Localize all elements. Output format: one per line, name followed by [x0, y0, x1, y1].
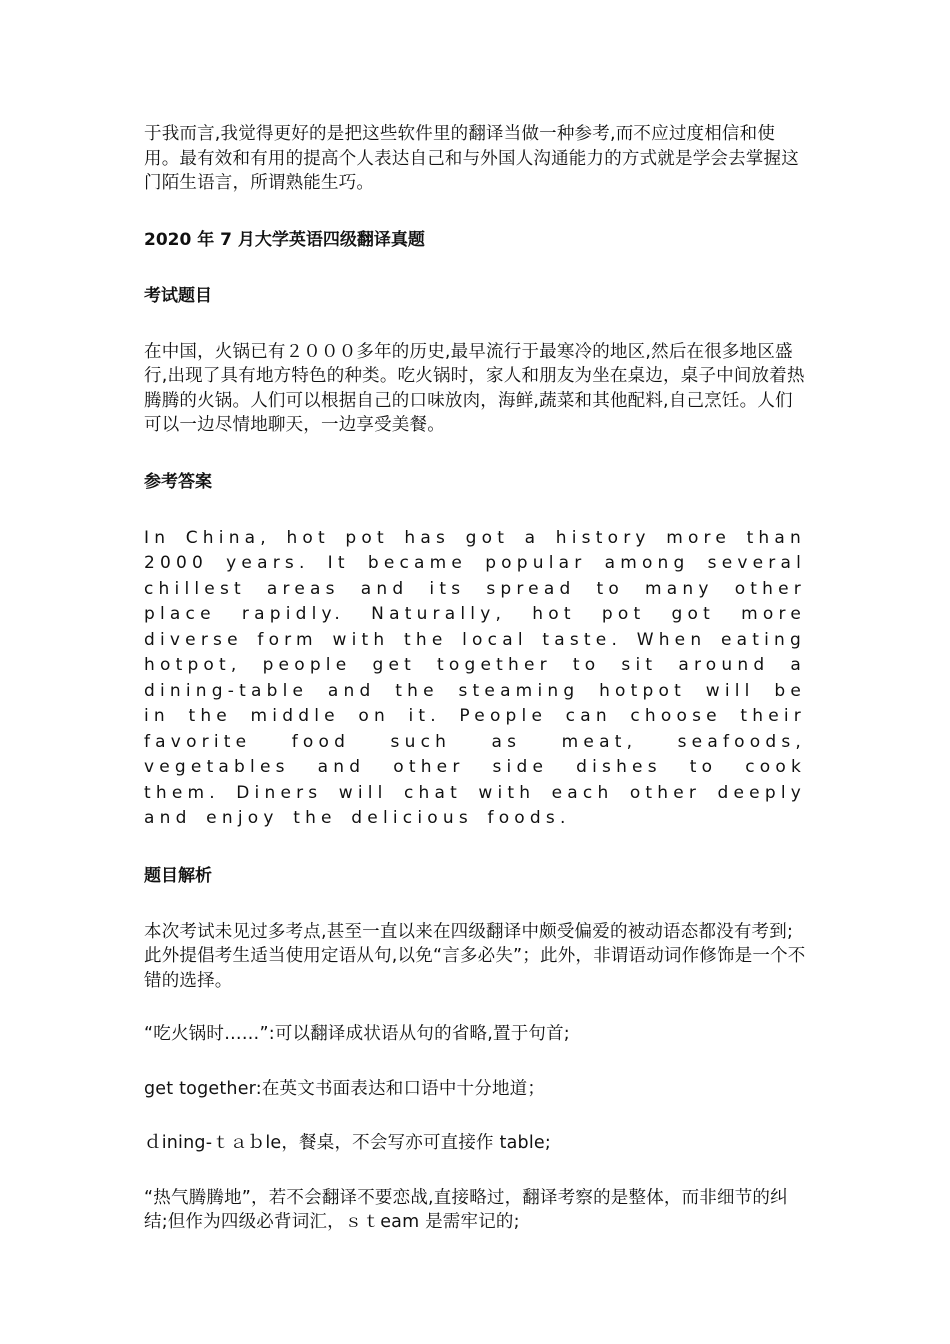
analysis-intro: 本次考试未见过多考点,甚至一直以来在四级翻译中颇受偏爱的被动语态都没有考到;此外提倡考生适当使用定语从句,以免“言多必失”；此外，非谓语动词作修饰是一个不错的选择。: [144, 921, 806, 991]
note-4: “热气腾腾地”，若不会翻译不要恋战,直接略过，翻译考察的是整体，而非细节的纠结;但作为四级必背词汇，ｓｔeam 是需牢记的;: [144, 1187, 788, 1232]
analysis-heading: 题目解析: [144, 865, 212, 886]
note-3: ｄining-ｔａｂle，餐桌，不会写亦可直接作 table;: [144, 1133, 551, 1153]
note-2: get together:在英文书面表达和口语中十分地道；: [144, 1078, 546, 1099]
answer-heading: 参考答案: [144, 471, 212, 492]
exam-heading: 考试题目: [144, 285, 212, 306]
intro-paragraph: 于我而言,我觉得更好的是把这些软件里的翻译当做一种参考,而不应过度相信和使用。最有效和有用的提高个人表达自己和与外国人沟通能力的方式就是学会去掌握这门陌生语言，所谓熟能生巧。: [144, 124, 799, 193]
section-title: 2020 年 7 月大学英语四级翻译真题: [144, 229, 425, 250]
note-1: “吃火锅时……”:可以翻译成状语从句的省略,置于句首;: [144, 1024, 570, 1044]
exam-text: 在中国，火锅已有２０００多年的历史,最早流行于最寒冷的地区,然后在很多地区盛行,出现了具有地方特色的种类。吃火锅时，家人和朋友为坐在桌边，桌子中间放着热腾腾的火锅。人们可以根据自己的口味放肉，海鲜,蔬菜和其他配料,自己烹饪。人们可以一边尽情地聊天，一边享受美餐。: [144, 341, 805, 435]
answer-text: In China, hot pot has got a history more than 2000 years. It became popular among several chillest areas and its spread to many other place rapidly. Naturally, hot pot got more diverse form with the local taste. When eating hotpot, people get together to sit around a dining-table and the steaming hotpot will be in the middle on it. People can choose their favorite food such as meat, seafoods, vegetables and other side dishes to cook them. Diners will chat with each other deeply and enjoy the delicious foods.: [144, 527, 806, 828]
